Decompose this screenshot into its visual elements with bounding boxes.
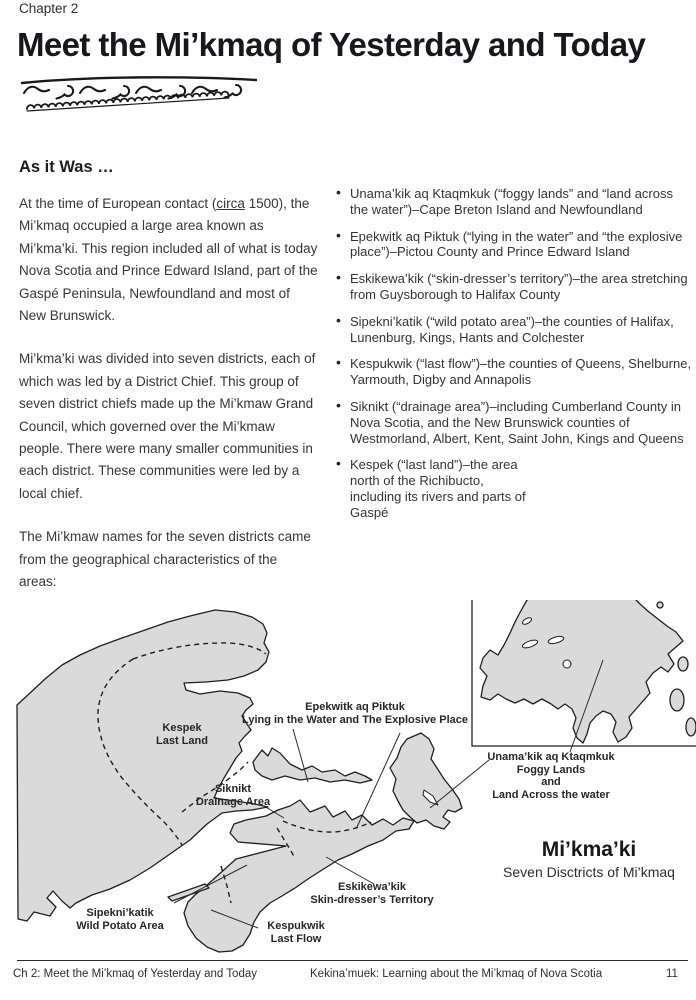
intro-paragraph-3: The Mi’kmaw names for the seven districts came from the geographical characteristics of the areas: xyxy=(19,529,311,590)
district-item-unamakik: • Unama’kik aq Ktaqmkuk (“foggy lands” and “land across the water”)–Cape Breton Island and Newfoundland xyxy=(335,186,693,218)
map-subtitle: Seven Disctricts of Mi’kmaq xyxy=(503,864,675,880)
footer-rule xyxy=(17,960,688,961)
map-label-kespek: Kespek Last Land xyxy=(156,722,208,747)
intro-column xyxy=(19,158,318,615)
district-item-sipeknikatik: • Sipekni’katik (“wild potato area”)–the counties of Halifax, Lunenburg, Kings, Hants and Colchester xyxy=(335,314,693,346)
footer-book-title: Kekina’muek: Learning about the Mi’kmaq of Nova Scotia xyxy=(310,968,603,980)
decorative-ornament xyxy=(20,74,264,116)
islet xyxy=(678,657,688,671)
map-label-siknikt: Siknikt Drainage Area xyxy=(195,783,271,808)
page-title: Meet the Mi’kmaq of Yesterday and Today xyxy=(17,26,646,63)
newfoundland-shape xyxy=(480,600,683,743)
islet xyxy=(670,689,684,711)
districts-list xyxy=(335,186,693,521)
district-item-kespukwik: • Kespukwik (“last flow”)–the counties of Queens, Shelburne, Yarmouth, Digby and Annapolis xyxy=(335,356,693,388)
districts-list-column xyxy=(335,186,693,532)
map-label-unamakik: Unama’kik aq Ktaqmkuk Foggy Lands and Land Across the water xyxy=(487,751,615,801)
map-label-kespukwik: Kespukwik Last Flow xyxy=(267,920,325,945)
leader-eskikewakik xyxy=(326,857,374,884)
chapter-label: Chapter 2 xyxy=(19,1,79,16)
cape-breton-shape xyxy=(390,733,462,829)
district-item-kespek: • Kespek (“last land”)–the area north of the Richibucto, including its rivers and parts of Gaspé xyxy=(335,457,538,520)
lake xyxy=(563,660,571,668)
map-label-sipeknikatik: Sipekni’katik Wild Potato Area xyxy=(76,907,164,932)
map-title: Mi’kma’ki xyxy=(541,838,637,861)
district-item-epekwitk: • Epekwitk aq Piktuk (“lying in the water” and “the explosive place”)–Pictou County and Prince Edward Island xyxy=(335,229,693,261)
district-item-eskikewakik: • Eskikewa’kik (“skin-dresser’s territory”)–the area stretching from Guysborough to Halifax County xyxy=(335,271,693,303)
islet xyxy=(657,602,663,608)
footer-chapter: Ch 2: Meet the Mi’kmaq of Yesterday and Today xyxy=(13,968,257,980)
district-item-siknikt: • Siknikt (“drainage area”)–including Cumberland County in Nova Scotia, and the New Brunswick counties of Westmorland, Albert, Kent, Saint John, Kings and Queens xyxy=(335,399,693,446)
underlined-circa: circa xyxy=(216,196,245,211)
map-label-eskikewakik: Eskikewa’kik Skin-dresser’s Territory xyxy=(310,881,434,906)
map-label-epekwitk: Epekwitk aq Piktuk Lying in the Water and The Explosive Place xyxy=(242,701,468,726)
intro-paragraph-2: Mi’kma’ki was divided into seven districts, each of which was led by a District Chief. This group of seven district chiefs made up the Mi’kmaw Grand Council, which governed over the Mi’kmaw people. There were many smaller communities in each district. These communities were led by a local chief. xyxy=(19,351,316,501)
pei-shape xyxy=(253,748,372,783)
islet xyxy=(686,718,696,736)
section-heading: As it Was … xyxy=(19,158,114,176)
footer-page-number: 11 xyxy=(666,968,678,980)
intro-paragraph-1: At the time of European contact (circa 1500), the Mi’kmaq occupied a large area known as Mi’kma’ki. This region included all of what is today Nova Scotia and Prince Edward Island, part of the Gaspé Peninsula, Newfoundland and most of New Brunswick. xyxy=(19,196,318,324)
